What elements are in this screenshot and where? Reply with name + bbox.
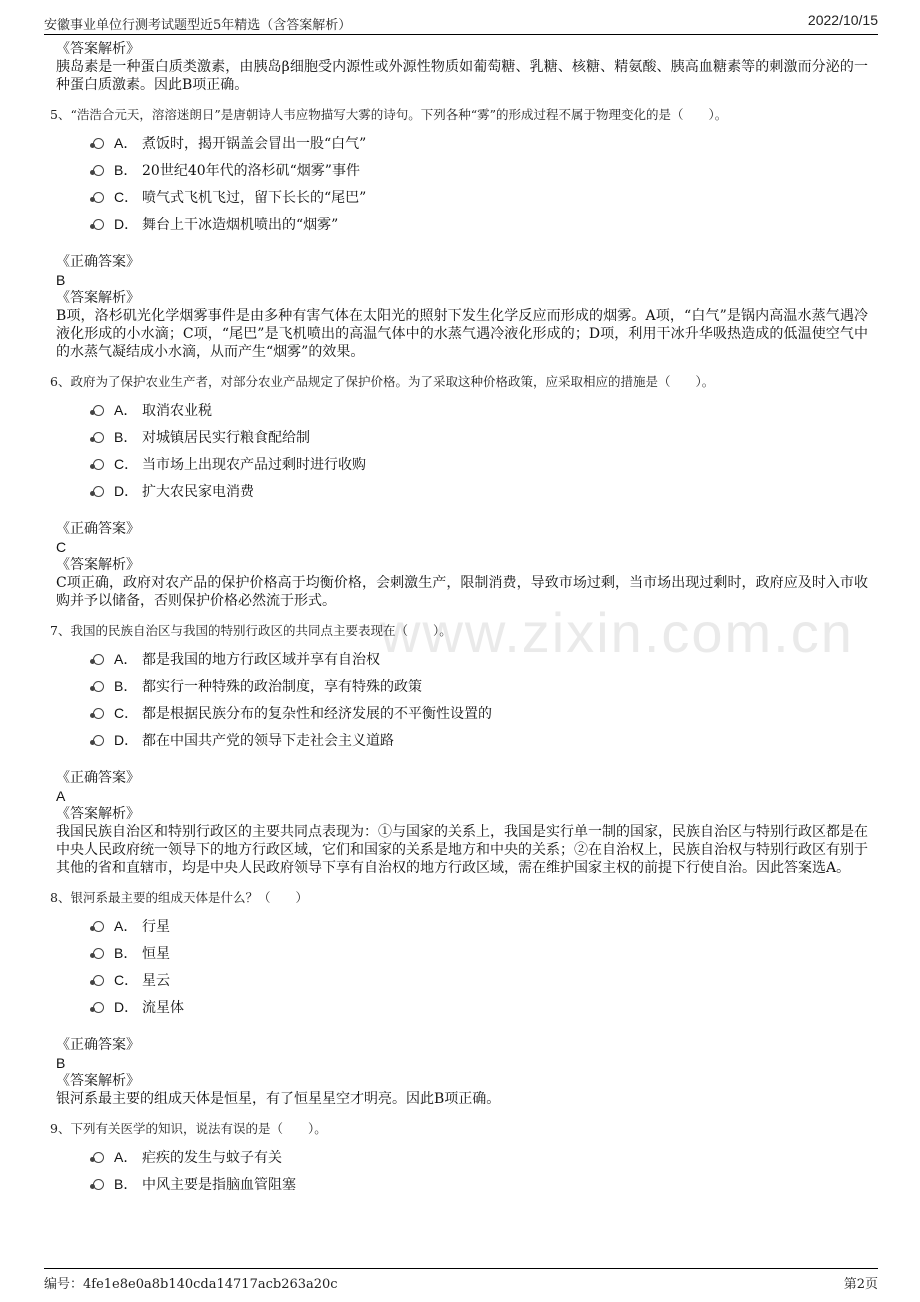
option-text: 20世纪40年代的洛杉矶“烟雾”事件 [142,163,360,179]
radio-icon[interactable] [93,975,104,986]
option-d[interactable] [56,479,868,506]
option-letter: A． [114,135,138,151]
option-text: 中风主要是指脑血管阻塞 [142,1177,296,1193]
option-a[interactable] [56,1145,868,1172]
option-text: 流星体 [142,1000,184,1016]
option-letter: A． [114,402,138,418]
option-b[interactable] [56,425,868,452]
analysis-text: 我国民族自治区和特别行政区的主要共同点表现为：①与国家的关系上，我国是实行单一制的国家，民族自治区与特别行政区都是在中央人民政府统一领导下的地方行政区域，它们和国家的关系是地方和中央的关系；②在自治权上，民族自治权与特别行政区有别于其他的省和直辖市，均是中央人民政府领导下享有自治权的地方行政区域，需在维护国家主权的前提下行使自治。因此答案选A。 [56,824,868,876]
radio-icon[interactable] [93,708,104,719]
analysis-text: C项正确，政府对农产品的保护价格高于均衡价格，会刺激生产，限制消费，导致市场过剩，当市场出现过剩时，政府应及时入市收购并予以储备，否则保护价格必然流于形式。 [56,575,868,609]
document-date: 2022/10/15 [807,12,878,28]
radio-icon[interactable] [93,459,104,470]
answer-label: 《正确答案》 [56,1037,140,1053]
option-d[interactable] [56,728,868,755]
option-text: 行星 [142,919,170,935]
watermark: www.zixin.com.cn [380,601,854,664]
option-letter: B． [114,945,138,961]
option-text: 取消农业税 [142,403,212,419]
radio-icon[interactable] [93,405,104,416]
question-stem: 7、我国的民族自治区与我国的特别行政区的共同点主要表现在（ ）。 [50,623,452,638]
option-text: 煮饭时，揭开锅盖会冒出一股“白气” [142,136,367,152]
option-a[interactable] [56,398,868,425]
answer-label: 《正确答案》 [56,770,140,786]
radio-icon[interactable] [93,921,104,932]
option-text: 扩大农民家电消费 [142,484,254,500]
answer-label: 《正确答案》 [56,521,140,537]
question-9 [50,1120,868,1199]
option-b[interactable] [56,158,868,185]
page-content [50,40,868,1199]
option-c[interactable] [56,968,868,995]
option-text: 恒星 [142,946,170,962]
option-text: 疟疾的发生与蚊子有关 [142,1150,282,1166]
top-analysis [56,40,868,94]
analysis-text: 胰岛素是一种蛋白质类激素，由胰岛β细胞受内源性或外源性物质如葡萄糖、乳糖、核糖、精氨酸、胰高血糖素等的刺激而分泌的一种蛋白质激素。因此B项正确。 [56,59,868,93]
radio-icon[interactable] [93,1002,104,1013]
option-letter: C． [114,189,139,205]
analysis-label: 《答案解析》 [56,557,140,573]
option-letter: D． [114,732,139,748]
radio-icon[interactable] [93,735,104,746]
option-text: 都在中国共产党的领导下走社会主义道路 [142,733,394,749]
option-text: 喷气式飞机飞过，留下长长的“尾巴” [142,190,367,206]
option-letter: D． [114,216,139,232]
radio-icon[interactable] [93,165,104,176]
option-d[interactable] [56,995,868,1022]
option-letter: C． [114,456,139,472]
answer-value: B [56,272,66,288]
option-letter: D． [114,999,139,1015]
question-5 [50,106,868,361]
option-letter: B． [114,162,138,178]
option-text: 星云 [142,973,170,989]
option-d[interactable] [56,212,868,239]
page-header [44,12,878,35]
question-8 [50,889,868,1108]
radio-icon[interactable] [93,1179,104,1190]
answer-label: 《正确答案》 [56,254,140,270]
radio-icon[interactable] [93,681,104,692]
option-letter: B． [114,429,138,445]
analysis-text: B项，洛杉矶光化学烟雾事件是由多种有害气体在太阳光的照射下发生化学反应而形成的烟雾。A项，“白气”是锅内高温水蒸气遇冷液化形成的小水滴；C项，“尾巴”是飞机喷出的高温气体中的水蒸气遇冷液化形成的；D项，利用干冰升华吸热造成的低温使空气中的水蒸气凝结成小水滴，从而产生“烟雾”的效果。 [56,308,868,360]
option-letter: A． [114,1149,138,1165]
option-letter: A． [114,651,138,667]
answer-value: B [56,1055,66,1071]
option-b[interactable] [56,674,868,701]
option-letter: A． [114,918,138,934]
analysis-label: 《答案解析》 [56,41,140,57]
answer-value: C [56,539,67,555]
document-title: 安徽事业单位行测考试题型近5年精选（含答案解析） [44,18,352,33]
option-a[interactable] [56,647,868,674]
radio-icon[interactable] [93,1152,104,1163]
option-a[interactable] [56,131,868,158]
option-text: 都是根据民族分布的复杂性和经济发展的不平衡性设置的 [142,706,492,722]
option-text: 对城镇居民实行粮食配给制 [142,430,310,446]
option-letter: B． [114,678,138,694]
question-stem: 8、银河系最主要的组成天体是什么？（ ） [50,890,308,905]
option-c[interactable] [56,185,868,212]
option-b[interactable] [56,1172,868,1199]
radio-icon[interactable] [93,654,104,665]
document-code: 编号：4fe1e8e0a8b140cda14717acb263a20c [44,1277,338,1292]
option-c[interactable] [56,701,868,728]
analysis-text: 银河系最主要的组成天体是恒星，有了恒星星空才明亮。因此B项正确。 [56,1091,501,1107]
radio-icon[interactable] [93,219,104,230]
option-text: 当市场上出现农产品过剩时进行收购 [142,457,366,473]
answer-value: A [56,788,66,804]
option-a[interactable] [56,914,868,941]
radio-icon[interactable] [93,192,104,203]
option-c[interactable] [56,452,868,479]
page-footer [44,1268,878,1291]
option-text: 都是我国的地方行政区域并享有自治权 [142,652,380,668]
option-text: 舞台上干冰造烟机喷出的“烟雾” [142,217,339,233]
question-6 [50,373,868,610]
question-7 [50,622,868,877]
analysis-label: 《答案解析》 [56,290,140,306]
radio-icon[interactable] [93,432,104,443]
option-b[interactable] [56,941,868,968]
radio-icon[interactable] [93,138,104,149]
option-letter: B． [114,1176,138,1192]
option-letter: C． [114,972,139,988]
analysis-label: 《答案解析》 [56,806,140,822]
radio-icon[interactable] [93,486,104,497]
option-letter: C． [114,705,139,721]
radio-icon[interactable] [93,948,104,959]
option-letter: D． [114,483,139,499]
option-text: 都实行一种特殊的政治制度，享有特殊的政策 [142,679,422,695]
question-stem: 5、“浩浩合元天，溶溶迷朗日”是唐朝诗人韦应物描写大雾的诗句。下列各种“雾”的形成过程不属于物理变化的是（ ）。 [50,107,728,122]
analysis-label: 《答案解析》 [56,1073,140,1089]
question-stem: 6、政府为了保护农业生产者，对部分农业产品规定了保护价格。为了采取这种价格政策，应采取相应的措施是（ ）。 [50,374,715,389]
page-number: 第2页 [843,1277,878,1292]
question-stem: 9、下列有关医学的知识，说法有误的是（ ）。 [50,1121,327,1136]
